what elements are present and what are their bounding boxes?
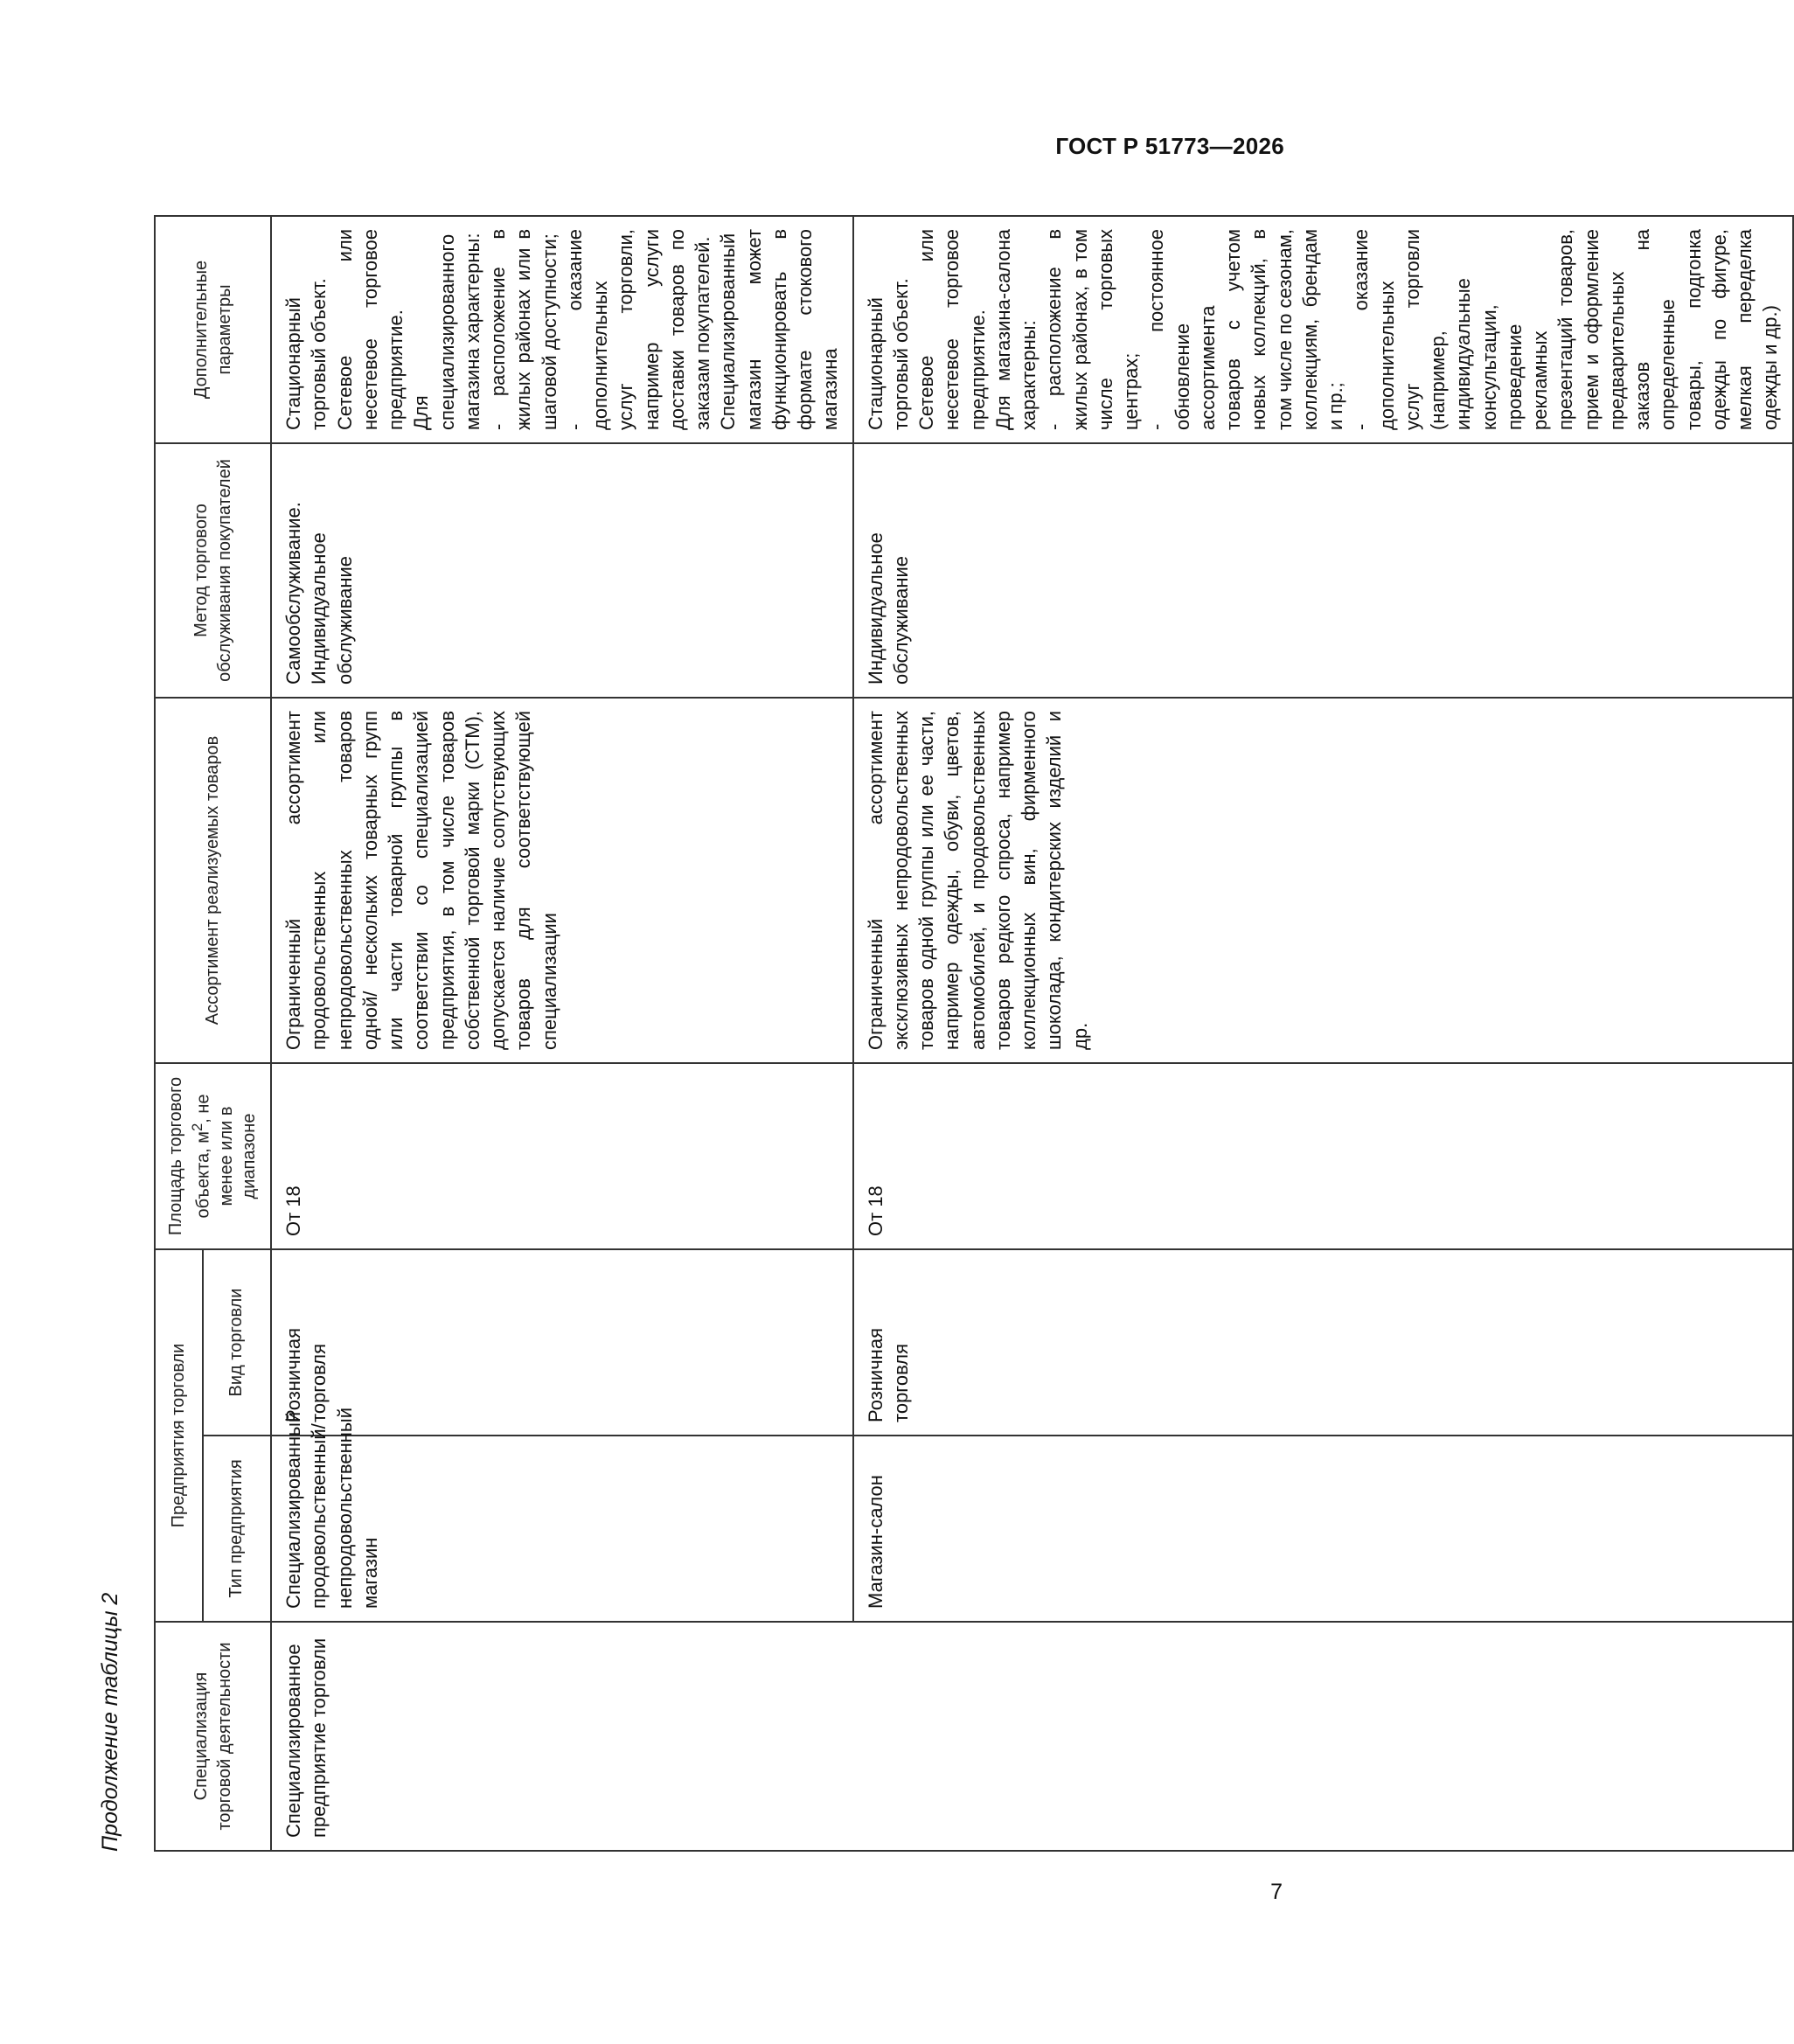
rotated-table-area	[98, 103, 1782, 1852]
header-row-group	[155, 216, 203, 1851]
header-assortment: Ассортимент реализуемых товаров	[155, 698, 271, 1063]
type-cell: Специализированный продовольственный/ непродовольственный магазин	[271, 1436, 853, 1622]
header-enterprise-group: Предприятия торговли	[155, 1249, 203, 1622]
assortment-cell: Ограниченный ассортимент продовольственных или непродовольственных товаров одной/ нескольких товарных групп или части товарной группы в соответствии со специализацией предприятия, в том числе товаров собственной торговой марки (СТМ), допускается наличие сопутствующих товаров для соответствующей специализации	[271, 698, 853, 1063]
params-line: Для магазина-салона характерны:	[991, 228, 1040, 430]
header-method: Метод торгового обслуживания покупателей	[155, 443, 271, 698]
header-area	[155, 1063, 271, 1249]
params-line: - расположение в жилых районах или в шаговой доступности;	[487, 228, 560, 430]
page-number: 7	[1270, 1880, 1283, 1904]
params-line: Стационарный торговый объект.	[864, 278, 912, 430]
table-caption: Продолжение таблицы 2	[98, 1592, 122, 1852]
params-line: Стационарный торговый объект.	[282, 278, 330, 430]
assortment-cell: Ограниченный ассортимент эксклюзивных непродовольственных товаров одной группы или ее части, например одежды, обуви, цветов, автомобилей, и продовольственных товаров редкого спроса, например коллекционных вин, фирменного шоколада, кондитерских изделий и др.	[853, 698, 1793, 1063]
header-specialization: Специализация торговой деятельности	[155, 1622, 271, 1851]
table-row	[853, 216, 1793, 1851]
standard-table	[154, 215, 1794, 1852]
params-line: - оказание дополнительных услуг торговли, например услуги доставки товаров по заказам покупателей.	[563, 228, 714, 430]
params-cell	[853, 216, 1793, 443]
params-line: Сетевое или несетевое торговое предприятие.	[915, 228, 989, 430]
header-area-superscript: 2	[188, 1123, 205, 1132]
params-line: - расположение в жилых районах, в том числе торговых центрах;	[1043, 228, 1143, 430]
standard-code: ГОСТ Р 51773—2026	[1055, 133, 1284, 159]
specialization-cell: Специализированное предприятие торговли	[271, 1622, 1793, 1851]
area-cell: От 18	[271, 1063, 853, 1249]
header-area-suffix: , не менее или в диапазоне	[193, 1094, 260, 1206]
kind-cell: Розничная торговля	[853, 1249, 1793, 1436]
header-type: Тип предприятия	[203, 1436, 272, 1622]
method-cell: Индивидуальное обслуживание	[853, 443, 1793, 698]
type-cell: Магазин-салон	[853, 1436, 1793, 1622]
params-line: Для специализированного магазина характерны:	[410, 233, 483, 430]
params-cell	[271, 216, 853, 443]
header-kind: Вид торговли	[203, 1249, 272, 1436]
params-line: - постоянное обновление ассортимента товаров с учетом новых коллекций, в том числе по сезонам, коллекциям, брендам и пр.;	[1145, 228, 1347, 430]
params-line: Сетевое или несетевое торговое предприятие.	[333, 228, 407, 430]
method-cell: Самообслуживание. Индивидуальное обслуживание	[271, 443, 853, 698]
params-line: Специализированный магазин может функционировать в формате стокового магазина	[717, 228, 842, 430]
header-params: Дополнительные параметры	[155, 216, 271, 443]
kind-cell: Розничная торговля	[271, 1249, 853, 1436]
area-cell: От 18	[853, 1063, 1793, 1249]
header-area-text: Площадь торгового объекта, м	[166, 1076, 213, 1236]
table-row	[271, 216, 853, 1851]
params-line: - оказание дополнительных услуг торговли (например, индивидуальные консультации, проведение рекламных презентаций товаров, прием и оформление предварительных заказов на определенные товары, подгонка одежды по фигуре, мелкая переделка одежды и др.)	[1350, 228, 1782, 430]
